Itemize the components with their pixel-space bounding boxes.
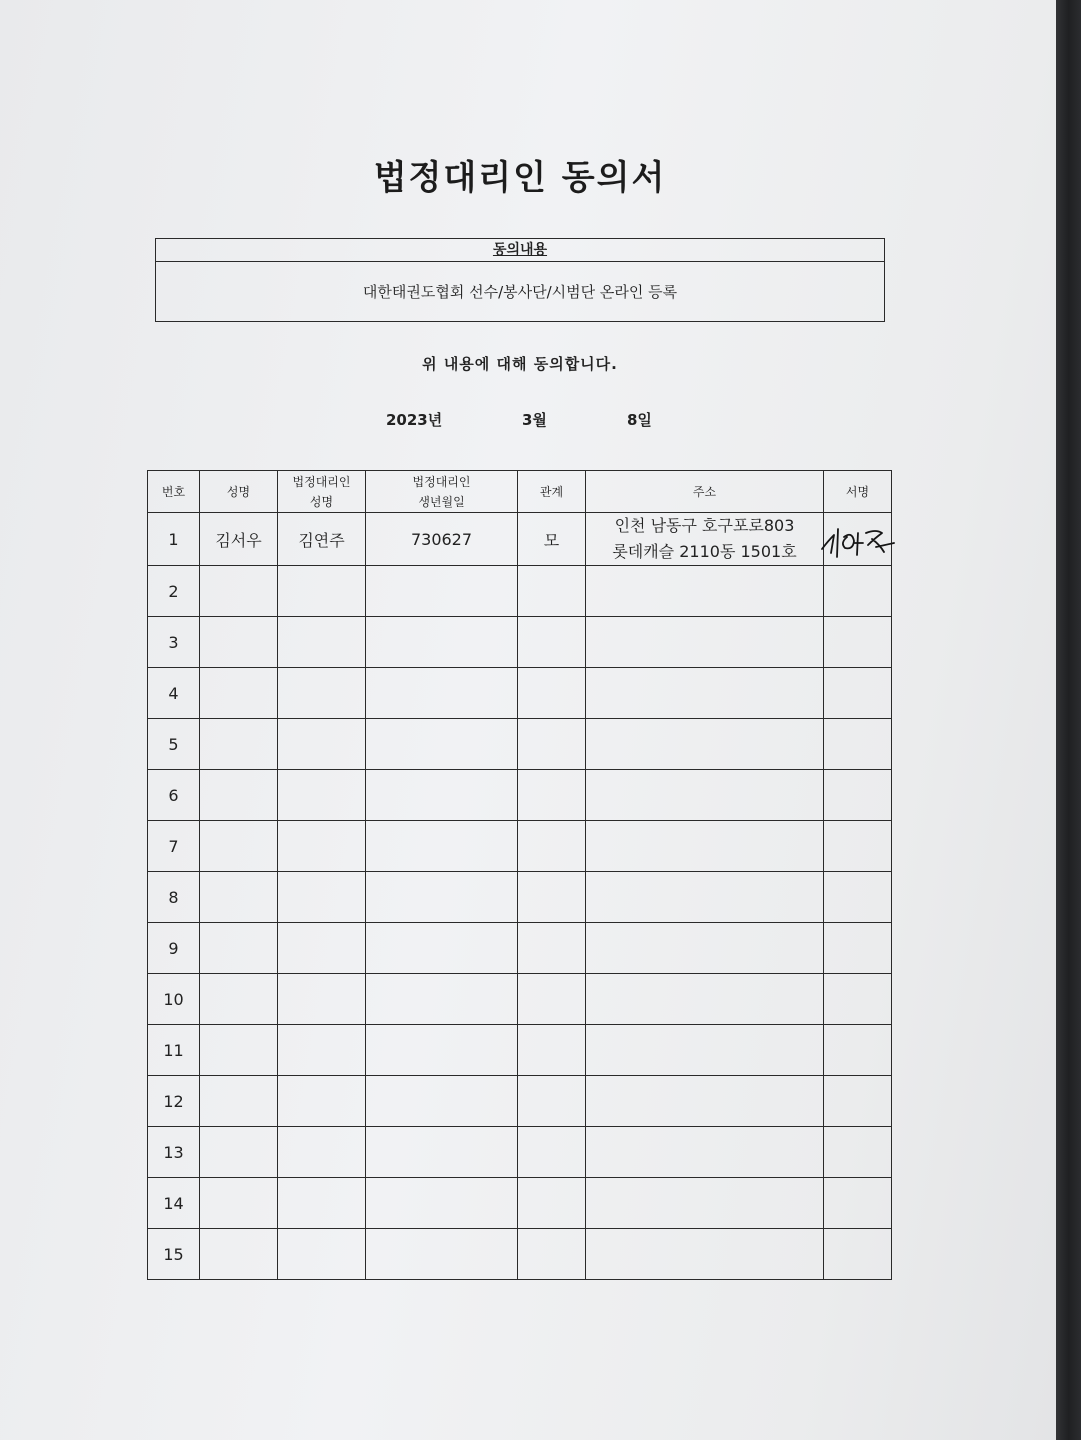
cell-signature (824, 1076, 892, 1127)
cell-relation (518, 974, 586, 1025)
cell-rep-name (278, 1127, 366, 1178)
cell-relation (518, 1127, 586, 1178)
date-month: 3월 (522, 411, 547, 429)
cell-name (200, 566, 278, 617)
consent-content-header-label: 동의내용 (492, 242, 548, 258)
handwritten-signature (818, 519, 900, 563)
cell-address (586, 1025, 824, 1076)
header-rep-birth (366, 471, 518, 513)
cell-no: 6 (148, 770, 200, 821)
table-row (148, 1229, 892, 1280)
header-relation: 관계 (518, 471, 586, 513)
cell-no: 7 (148, 821, 200, 872)
table-row (148, 668, 892, 719)
cell-signature (824, 974, 892, 1025)
consent-content-header (156, 239, 884, 262)
cell-no: 12 (148, 1076, 200, 1127)
cell-no: 8 (148, 872, 200, 923)
cell-signature (824, 668, 892, 719)
address-line1: 인천 남동구 호구포로803 (614, 516, 795, 535)
cell-no: 9 (148, 923, 200, 974)
cell-name: 김서우 (200, 513, 278, 566)
header-address: 주소 (586, 471, 824, 513)
cell-address (586, 1076, 824, 1127)
cell-no: 4 (148, 668, 200, 719)
header-rep-name (278, 471, 366, 513)
document-title: 법정대리인 동의서 (373, 158, 667, 198)
table-header-row (148, 471, 892, 513)
cell-no: 1 (148, 513, 200, 566)
table-row (148, 566, 892, 617)
cell-name (200, 923, 278, 974)
cell-signature (824, 1229, 892, 1280)
cell-address (586, 821, 824, 872)
cell-rep-birth (366, 617, 518, 668)
cell-address (586, 1229, 824, 1280)
table-row (148, 872, 892, 923)
date-day: 8일 (627, 411, 652, 429)
cell-name (200, 617, 278, 668)
cell-relation (518, 923, 586, 974)
cell-rep-birth (366, 923, 518, 974)
cell-rep-birth (366, 770, 518, 821)
cell-relation (518, 719, 586, 770)
cell-rep-name (278, 872, 366, 923)
cell-rep-name (278, 1025, 366, 1076)
cell-relation (518, 872, 586, 923)
cell-no: 11 (148, 1025, 200, 1076)
table-row (148, 1127, 892, 1178)
cell-rep-name (278, 566, 366, 617)
consent-content-box (155, 238, 885, 322)
cell-relation (518, 668, 586, 719)
header-rep-name-line2: 성명 (309, 494, 334, 509)
table-row (148, 974, 892, 1025)
cell-address (586, 770, 824, 821)
cell-relation (518, 1229, 586, 1280)
cell-address (586, 513, 824, 566)
cell-rep-name (278, 719, 366, 770)
header-no: 번호 (148, 471, 200, 513)
cell-relation (518, 821, 586, 872)
cell-relation (518, 1178, 586, 1229)
cell-signature (824, 1127, 892, 1178)
cell-rep-birth (366, 974, 518, 1025)
cell-signature (824, 1025, 892, 1076)
cell-no: 13 (148, 1127, 200, 1178)
cell-rep-birth (366, 1025, 518, 1076)
cell-name (200, 668, 278, 719)
cell-rep-name (278, 974, 366, 1025)
cell-rep-name (278, 1178, 366, 1229)
cell-name (200, 1229, 278, 1280)
cell-signature (824, 513, 892, 566)
cell-rep-birth (366, 719, 518, 770)
cell-name (200, 821, 278, 872)
cell-rep-name (278, 1076, 366, 1127)
header-rep-birth-line1: 법정대리인 (412, 474, 471, 489)
cell-signature (824, 1178, 892, 1229)
consent-content-body: 대한태권도협회 선수/봉사단/시범단 온라인 등록 (362, 283, 678, 301)
guardian-table (147, 470, 892, 1280)
cell-address (586, 1127, 824, 1178)
cell-rep-birth (366, 1076, 518, 1127)
cell-no: 2 (148, 566, 200, 617)
cell-relation (518, 617, 586, 668)
cell-rep-birth (366, 821, 518, 872)
cell-rep-name (278, 1229, 366, 1280)
cell-relation (518, 566, 586, 617)
header-signature: 서명 (824, 471, 892, 513)
cell-no: 14 (148, 1178, 200, 1229)
cell-address (586, 719, 824, 770)
cell-relation (518, 1025, 586, 1076)
cell-rep-birth (366, 1127, 518, 1178)
cell-no: 5 (148, 719, 200, 770)
table-row (148, 770, 892, 821)
cell-name (200, 1178, 278, 1229)
cell-signature (824, 566, 892, 617)
cell-rep-birth (366, 566, 518, 617)
cell-address (586, 668, 824, 719)
cell-name (200, 974, 278, 1025)
address-line2: 롯데캐슬 2110동 1501호 (612, 542, 797, 561)
cell-rep-name: 김연주 (278, 513, 366, 566)
cell-name (200, 1025, 278, 1076)
cell-no: 10 (148, 974, 200, 1025)
table-row (148, 1076, 892, 1127)
cell-address (586, 974, 824, 1025)
agree-statement: 위 내용에 대해 동의합니다. (422, 355, 618, 373)
cell-name (200, 872, 278, 923)
cell-rep-birth (366, 668, 518, 719)
cell-rep-birth (366, 1178, 518, 1229)
cell-address (586, 872, 824, 923)
table-row (148, 923, 892, 974)
table-row (148, 1178, 892, 1229)
cell-address (586, 617, 824, 668)
cell-signature (824, 821, 892, 872)
cell-no: 3 (148, 617, 200, 668)
cell-rep-name (278, 617, 366, 668)
table-row (148, 1025, 892, 1076)
table-row (148, 617, 892, 668)
cell-address (586, 923, 824, 974)
cell-address (586, 1178, 824, 1229)
cell-no: 15 (148, 1229, 200, 1280)
cell-signature (824, 617, 892, 668)
cell-rep-birth (366, 872, 518, 923)
cell-rep-name (278, 770, 366, 821)
cell-signature (824, 770, 892, 821)
cell-rep-name (278, 821, 366, 872)
cell-relation (518, 1076, 586, 1127)
cell-relation (518, 770, 586, 821)
header-rep-birth-line2: 생년월일 (418, 494, 465, 509)
header-name: 성명 (200, 471, 278, 513)
cell-rep-name (278, 668, 366, 719)
cell-rep-name (278, 923, 366, 974)
table-row (148, 821, 892, 872)
cell-relation: 모 (518, 513, 586, 566)
cell-rep-birth (366, 1229, 518, 1280)
cell-name (200, 1076, 278, 1127)
table-row (148, 513, 892, 566)
cell-address (586, 566, 824, 617)
cell-name (200, 719, 278, 770)
date-year: 2023년 (386, 411, 443, 429)
cell-signature (824, 872, 892, 923)
cell-name (200, 1127, 278, 1178)
table-row (148, 719, 892, 770)
cell-name (200, 770, 278, 821)
header-rep-name-line1: 법정대리인 (292, 474, 351, 489)
cell-signature (824, 923, 892, 974)
cell-signature (824, 719, 892, 770)
cell-rep-birth: 730627 (366, 513, 518, 566)
